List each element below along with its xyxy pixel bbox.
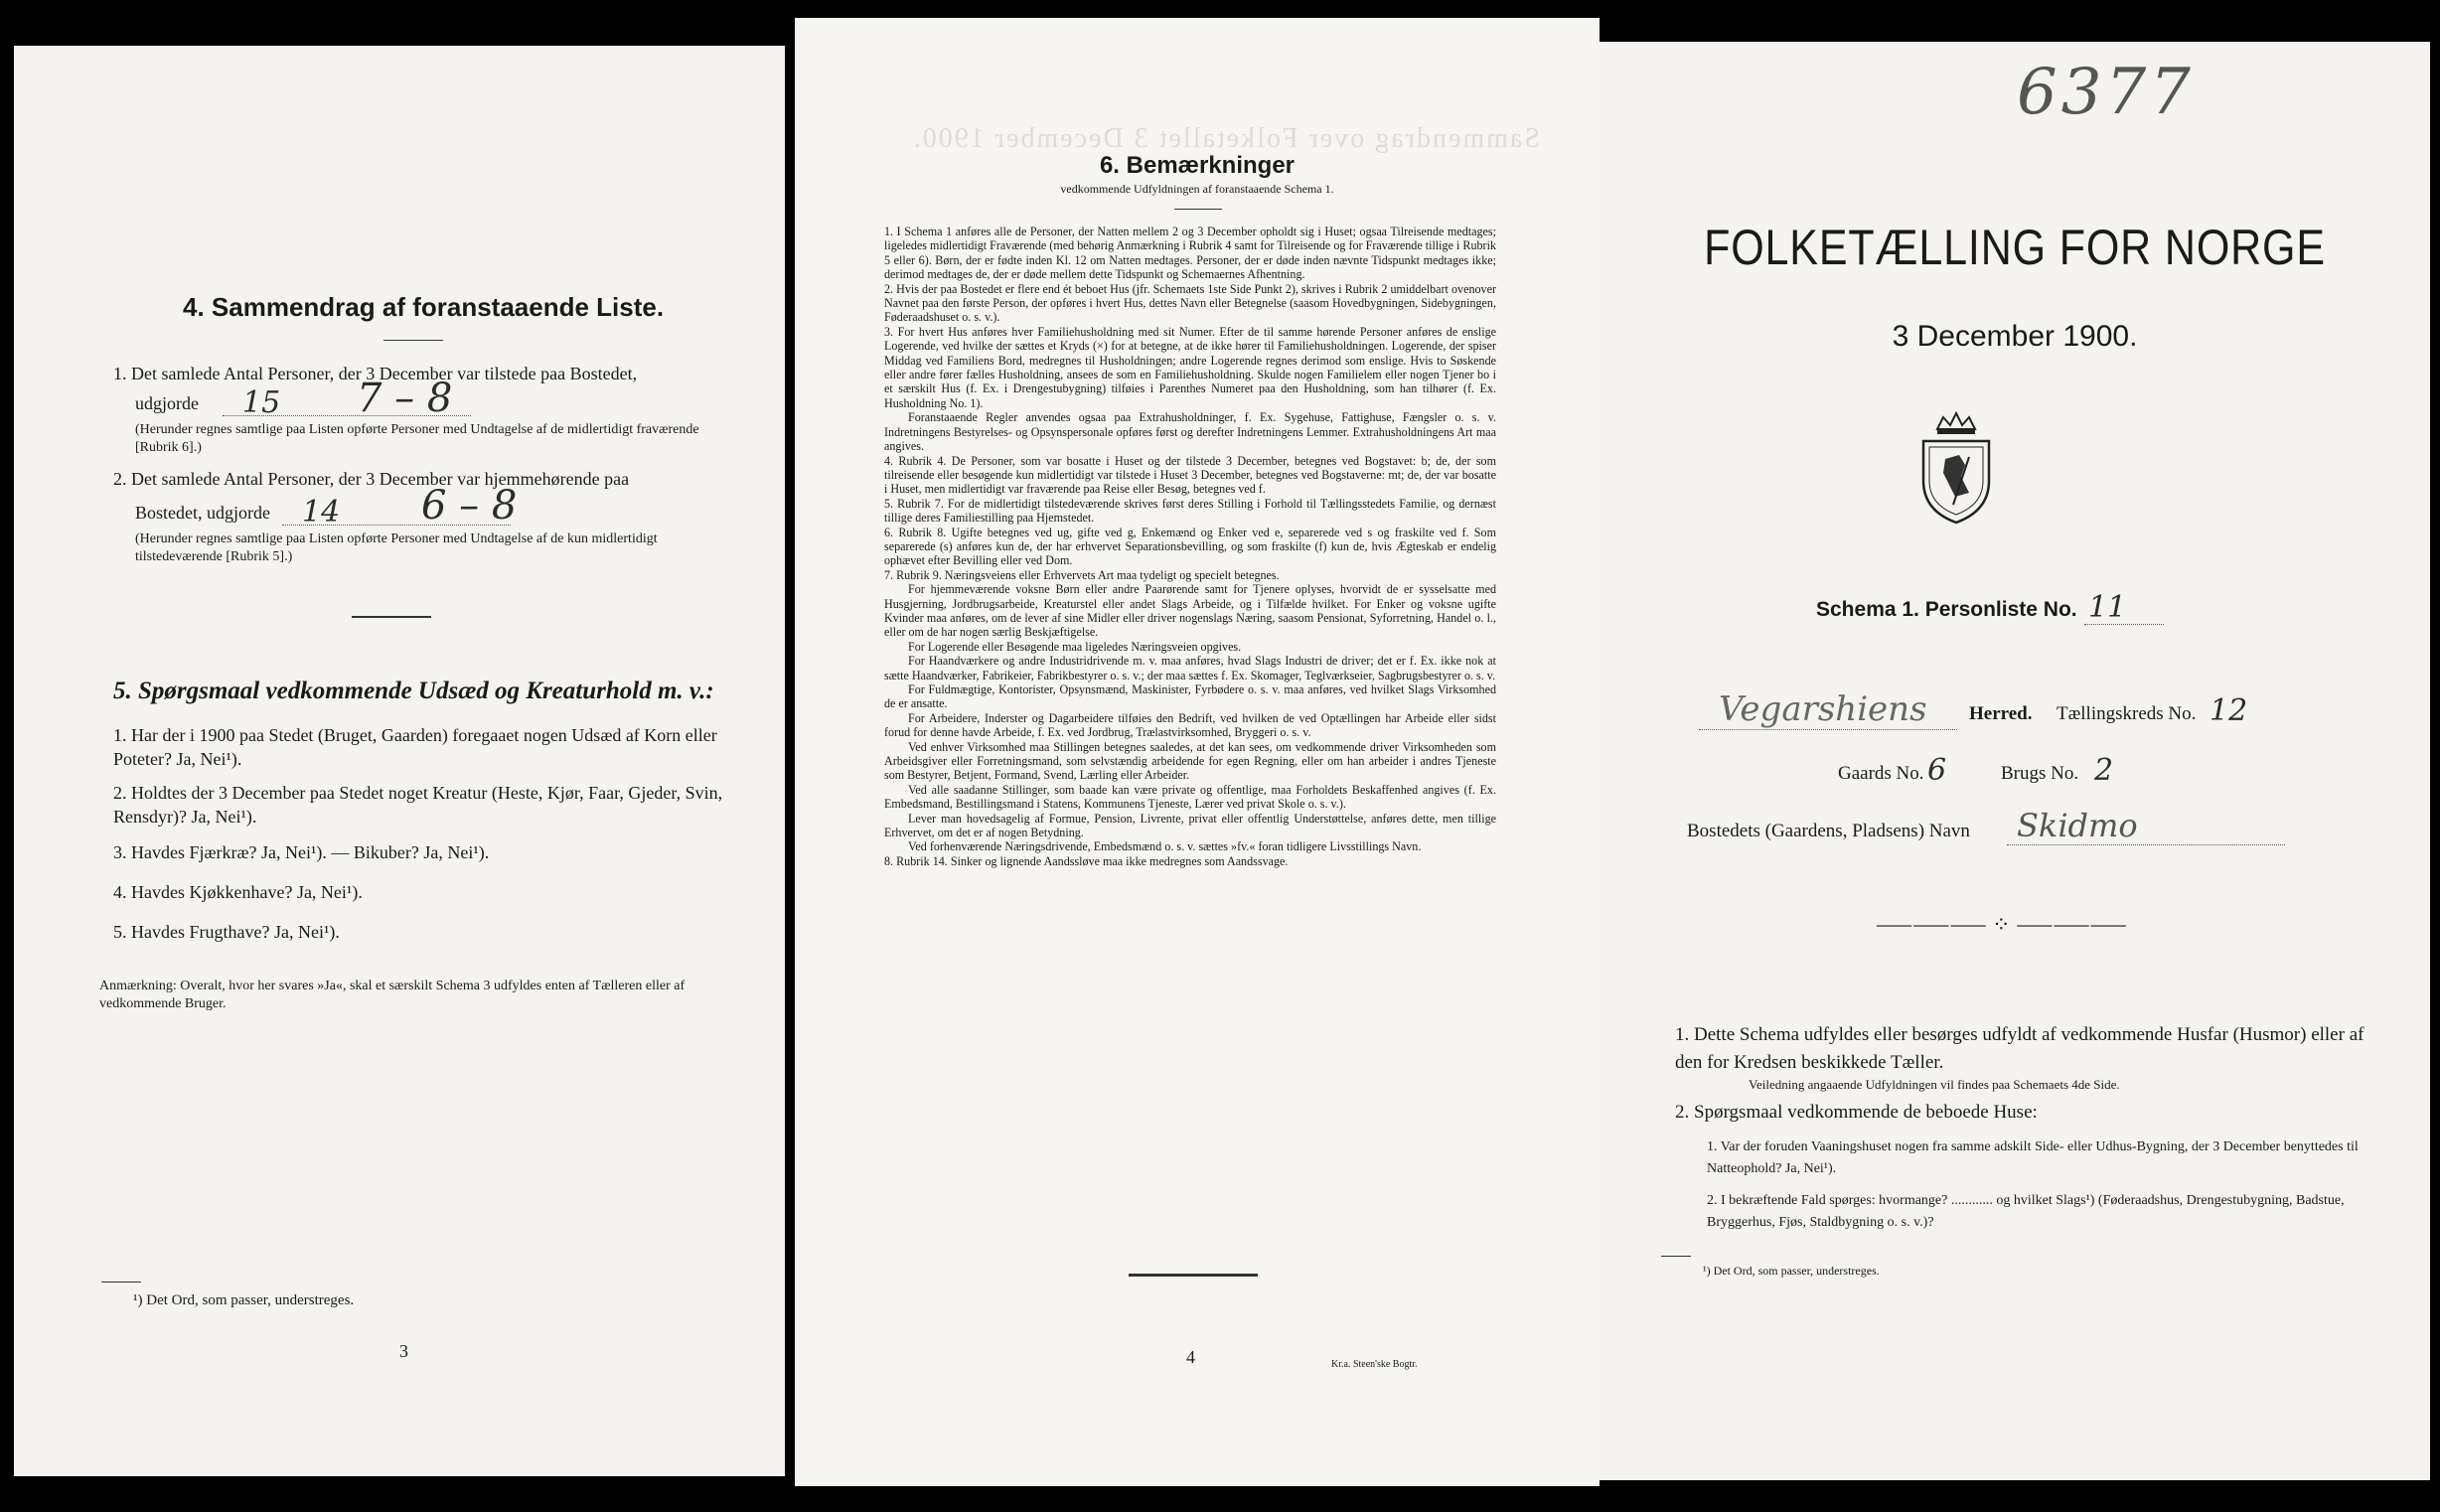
remark-paragraph: 5. Rubrik 7. For de midlertidigt tilstedeværende skrives først deres Stilling i Forhold til Tællingsstedets Familie, og dernæst tillige deres Familiestilling paa Hjemstedet. (884, 496, 1496, 526)
q2-value-a: 14 (302, 495, 341, 529)
footnote-rule (101, 1282, 141, 1283)
s5-q1: 1. Har der i 1900 paa Stedet (Bruget, Gaarden) foregaaet nogen Udsæd af Korn eller Poteter? Ja, Nei¹). (113, 725, 717, 769)
instruction-1-note: Veiledning angaaende Udfyldningen vil findes paa Schemaets 4de Side. (1749, 1077, 2120, 1092)
q1-value-a: 15 (242, 385, 281, 420)
s5-q4: 4. Havdes Kjøkkenhave? Ja, Nei¹). (113, 882, 363, 902)
answer-line (1699, 729, 1957, 730)
section4-title: 4. Sammendrag af foranstaaende Liste. (183, 292, 665, 322)
remark-paragraph: 3. For hvert Hus anføres hver Familiehusholdning med sit Numer. Efter de til samme hørende Personer anføres de enslige Logerende, ved hvilke der sættes et Kryds (×) for at betegne, at de ikke hører til Familiehusholdningen. Logerende, der spiser Middag ved Familiens Bord, medregnes til Husholdningen; andre Logerende regnes derimod som enslige. Hvis to Søskende eller andre fører fælles Husholdning, ansees de som en Familiehusholdning. Skulde nogen Familielem eller nogen Tjener bo i et særskilt Hus (f. Ex. i Drengestubygning) tilføies i Parenthes Numeret paa den Husholdning, som han tilhører (f. Ex. Husholdning No. 1). (884, 324, 1496, 410)
divider (383, 340, 443, 341)
q1-text: 1. Det samlede Antal Personer, der 3 December var tilstede paa Bostedet, (113, 364, 638, 383)
q1-label: udgjorde (135, 393, 199, 413)
s5-q2: 2. Holdtes der 3 December paa Stedet noget Kreatur (Heste, Kjør, Faar, Gjeder, Svin, Rensdyr)? Ja, Nei¹). (113, 783, 723, 827)
instruction-2: 2. Spørgsmaal vedkommende de beboede Huse: (1675, 1102, 2038, 1123)
main-title: FOLKETÆLLING FOR NORGE (1704, 220, 2326, 275)
q2-value-b: 6 – 8 (421, 483, 518, 529)
brugs-value: 2 (2094, 753, 2114, 788)
remark-paragraph: Lever man hovedsagelig af Formue, Pension, Livrente, privat eller offentlig Understøttelse, anføres dette, men tillige Erhvervet, om det er af nogen Betydning. (884, 811, 1496, 840)
printer-mark: Kr.a. Steen'ske Bogtr. (1331, 1359, 1418, 1370)
divider (1129, 1274, 1258, 1277)
footnote: ¹) Det Ord, som passer, understreges. (133, 1292, 355, 1308)
remark-paragraph: 2. Hvis der paa Bostedet er flere end ét beboet Hus (jfr. Schemaets 1ste Side Punkt 2), skrives i Rubrik 2 umiddelbart ovenover Navnet paa den første Person, der opføres i hvert Hus, dettes Navn eller Betegnelse (saasom Hovedbygningen, Sidebygningen, Føderaadshuset o. s. v.). (884, 281, 1496, 325)
s5-q3: 3. Havdes Fjærkræ? Ja, Nei¹). — Bikuber? Ja, Nei¹). (113, 842, 490, 862)
remark-paragraph: For Logerende eller Besøgende maa ligeledes Næringsveien opgives. (908, 639, 1242, 654)
remark: Anmærkning: Overalt, hvor her svares »Ja«, skal et særskilt Schema 3 udfyldes enten af Tælleren eller af vedkommende Bruger. (99, 979, 686, 1011)
house-question-2: 2. I bekræftende Fald spørges: hvormange? ............ og hvilket Slags¹) (Føderaadshus, Drengestubygning, Badstue, Bryggerhus, Fjøs, Staldbygning o. s. v.)? (1707, 1193, 2345, 1230)
page-number: 4 (1186, 1347, 1195, 1367)
herred-value: Vegarshiens (1719, 689, 1927, 729)
coat-of-arms-icon (1915, 407, 1997, 527)
remark-paragraph: 1. I Schema 1 anføres alle de Personer, der Natten mellem 2 og 3 December opholdt sig i Huset; ogsaa Tilreisende medtages; ligeledes midlertidigt Fraværende (med behørig Anmærkning i Rubrik 4 samt for Tilreisende og for Fraværende tillige i Rubrik 5 eller 6). Børn, der er fødte inden Kl. 12 om Natten medtages. Personer, der er døde inden nævnte Tidspunkt medtages ikke; derimod medtages de, der er døde mellem dette Tidspunkt og Schemaernes Afhentning. (884, 225, 1496, 282)
q1-answer-line (223, 415, 471, 416)
remark-paragraph: 6. Rubrik 8. Ugifte betegnes ved ug, gifte ved g, Enkemænd og Enker ved e, separerede ved s og fraskilte ved f. Som separerede (s) anføres kun de, der har erhvervet Separationsbevilling, og som fraskilte (f) kun de, hvis Ægteskab er endelig ophævet efter Bevilling eller ved Dom. (884, 525, 1496, 568)
remark-paragraph: Ved alle saadanne Stillinger, som baade kan være private og offentlige, maa Forholdets Beskaffenhed angives (f. Ex. Embedsmand, Bestillingsmand i Statens, Kommunens Tjeneste, Lærer ved privat Skole o. s. v.). (884, 782, 1496, 812)
census-date: 3 December 1900. (1892, 320, 2138, 353)
house-question-1: 1. Var der foruden Vaaningshuset nogen fra samme adskilt Side- eller Udhus-Bygning, der 3 December benyttedes til Natteophold? Ja, Nei¹). (1707, 1139, 2359, 1176)
section5-title: 5. Spørgsmaal vedkommende Udsæd og Kreaturhold m. v.: (113, 678, 714, 704)
gaard-value: 6 (1927, 753, 1947, 788)
q2-label: Bostedet, udgjorde (135, 503, 270, 523)
brugs-label: Brugs No. (2001, 763, 2079, 784)
remark-paragraph: 8. Rubrik 14. Sinker og lignende Aandssløve maa ikke medregnes som Aandssvage. (884, 853, 1289, 868)
page-4 (795, 18, 1600, 1486)
page-title (1600, 42, 2430, 1480)
q2-answer-line (282, 525, 511, 526)
remark-paragraph: Ved enhver Virksomhed maa Stillingen betegnes saaledes, at det kan sees, om vedkommende driver Virksomheden som Arbeidsgiver eller Forretningsmand, som selvstændig arbeidende for egen Regning, eller om han arbeider i andres Tjeneste som Bestyrer, Betjent, Formand, Svend, Lærling eller Arbeider. (884, 739, 1496, 783)
q2-text: 2. Det samlede Antal Personer, der 3 December var hjemmehørende paa (113, 469, 630, 489)
s5-q5: 5. Havdes Frugthave? Ja, Nei¹). (113, 922, 340, 942)
schema-label: Schema 1. Personliste No. (1816, 598, 2077, 621)
remark-paragraph: Foranstaaende Regler anvendes ogsaa paa Extrahusholdninger, f. Ex. Sygehuse, Fattighuse, Fængsler o. s. v. Indretningens Bestyrelses- og Opsynspersonale opføres først og derefter Indretningens Lemmer. Extrahusholdningens Art maa angives. (884, 410, 1496, 454)
remarks-body (884, 225, 1496, 868)
remark-paragraph: 7. Rubrik 9. Næringsveiens eller Erhvervets Art maa tydeligt og specielt betegnes. (884, 567, 1280, 582)
remark-paragraph: For Haandværkere og andre Industridrivende m. v. maa anføres, hvad Slags Industri de driver; det er f. Ex. ikke nok at sætte Haandværker, Fabrikeier, Fabrikbestyrer o. s. v.; der maa sættes f. Ex. Skomager, Teglværkseier, Sagbrugsbestyrer o. s. v. (884, 654, 1496, 682)
page-number: 3 (399, 1341, 408, 1361)
remark-paragraph: For hjemmeværende voksne Børn eller andre Paarørende samt for Tjenere oplyses, hvorvidt de er sysselsatte med Husgjerning, Jordbrugsarbeide, Kreaturstel eller andet Slags Arbeide, og i Tilfælde hvilket. For Enker og voksne ugifte Kvinder maa anføres, om de lever af sine Midler eller driver nogenslags Næring, saasom Pensionat, Syforretning, Handel o. l., eller om de har nogen særlig Beskjæftigelse. (884, 582, 1496, 640)
bosted-label: Bostedets (Gaardens, Pladsens) Navn (1687, 821, 1970, 841)
q1-note: (Herunder regnes samtlige paa Listen opførte Personer med Undtagelse af de midlertidigt fraværende [Rubrik 6].) (135, 422, 699, 455)
ornament: ⸺⸺⸺ ⁘ ⸺⸺⸺ (1876, 912, 2127, 937)
remarks-subtitle: vedkommende Udfyldningen af foranstaaende Schema 1. (1060, 182, 1334, 196)
remarks-title: 6. Bemærkninger (1099, 152, 1296, 179)
bosted-value: Skidmo (2017, 807, 2138, 844)
answer-line (2007, 844, 2285, 845)
divider (1174, 209, 1222, 210)
remark-paragraph: Ved forhenværende Næringsdrivende, Embedsmænd o. s. v. sættes »fv.« foran tidligere Livsstillings Navn. (908, 839, 1422, 854)
remark-paragraph: 4. Rubrik 4. De Personer, som var bosatte i Huset og der tilstede 3 December, betegnes ved Bogstavet: b; de, der som tilreisende eller besøgende kun midlertidigt var tilstede i Huset 3 December, betegnes ved Bogstaverne: mt; de, der var bosatte i Huset, men midlertidigt var fraværende paa Reise eller Besøg, betegnes ved f. (884, 453, 1496, 497)
answer-line (2084, 624, 2164, 625)
footnote-rule (1661, 1256, 1691, 1257)
q2-note: (Herunder regnes samtlige paa Listen opførte Personer med Undtagelse af de kun midlertidigt tilstedeværende [Rubrik 5].) (135, 531, 658, 564)
footnote: ¹) Det Ord, som passer, understreges. (1703, 1264, 1880, 1278)
remark-paragraph: For Fuldmægtige, Kontorister, Opsynsmænd, Maskinister, Fyrbødere o. s. v. maa anføres, ved hvilket Slags Virksomhed de er ansatte. (884, 682, 1496, 711)
kreds-label: Tællingskreds No. (2057, 703, 2197, 724)
kreds-value: 12 (2210, 693, 2248, 728)
archive-number: 6377 (2017, 56, 2195, 129)
gaard-label: Gaards No. (1838, 763, 1924, 784)
personliste-number: 11 (2088, 590, 2127, 625)
herred-label: Herred. (1969, 703, 2033, 724)
page-3 (14, 46, 785, 1476)
divider (352, 616, 431, 618)
q1-value-b: 7 – 8 (357, 376, 453, 421)
remark-paragraph: For Arbeidere, Inderster og Dagarbeidere tilføies den Bedrift, ved hvilken de ved Optællingen har Arbeide eller sidst forud for denne havde Arbeide, f. Ex. ved Jordbrug, Trælastvirksomhed, Bryggeri o. s. v. (884, 710, 1496, 740)
bleed-through-heading: Sammendrag over Folketallet 3 December 1900. (911, 123, 1540, 154)
instruction-1: 1. Dette Schema udfyldes eller besørges udfyldt af vedkommende Husfar (Husmor) eller af den for Kredsen beskikkede Tæller. (1675, 1024, 2364, 1073)
